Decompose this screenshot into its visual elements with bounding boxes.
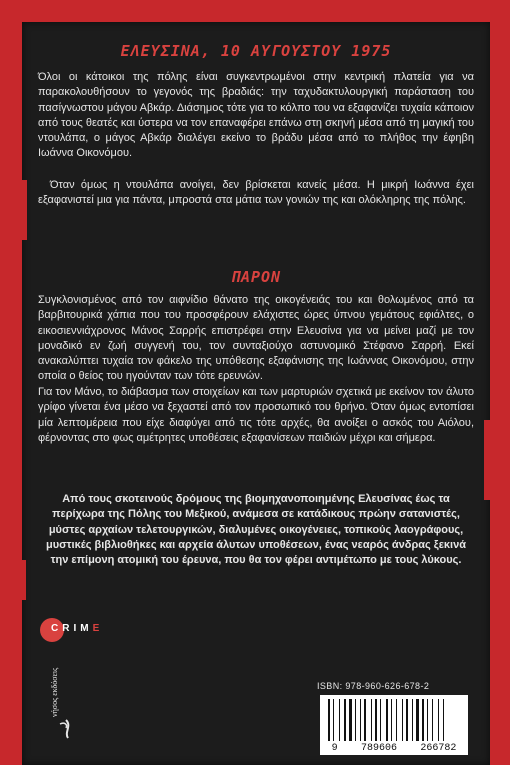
edge-scratch <box>484 420 490 500</box>
tagline: Από τους σκοτεινούς δρόμους της βιομηχανοποιημένης Ελευσίνας έως τα περίχωρα της Πόλης του Μεξικού, ανάμεσα σε κατάδικους πρώην σατανιστές, μύστες αρχαίων τελετουργικών, διαλυμένες οικογένειες, τοπικούς λαογράφους, μυστικές βιβλιοθήκες και αρχεία άλυτων υποθέσεων, ένας νεαρός άνδρας ξεκινά την επίμονη ατομική του έρευνα, που θα τον φέρει αντιμέτωπο με τους λύκους. <box>45 493 466 567</box>
section1-paragraph-1: Όλοι οι κάτοικοι της πόλης είναι συγκεντρωμένοι στην κεντρική πλατεία για να παρακολουθήσουν το γεγονός της βραδιάς: την ταχυδακτυλουργική παράσταση του πασίγνωστου μάγου Αβκάρ. Διάσημος τότε για το κόλπο του να εξαφανίζει τυχαία κάποιον από τους θεατές και ύστερα να τον επαναφέρει επάνω στη σκηνή μέσα από τη μαγική του ντουλάπα, ο μάγος Αβκάρ διαλέγει εκείνο το βράδυ μέσα από το πλήθος την έφηβη Ιωάννα Οικονόμου. <box>38 71 474 160</box>
edge-scratch <box>22 180 27 240</box>
section-heading-elefsina: ΕΛΕΥΣΙΝΑ, 10 ΑΥΓΟΥΣΤΟΥ 1975 <box>120 42 392 60</box>
section2-paragraph-2: Για τον Μάνο, το διάβασμα των στοιχείων και των μαρτυριών σχετικά με εκείνον τον άλυτο γρίφο γίνεται ένα μέσο να ξεχαστεί από τον προσωπικό του θρήνο. Όταν όμως εντοπίσει μία λεπτομέρεια που είχε διαφύγει από τις τότε αρχές, θα ανοίξει ο ασκός του Αιόλου, φέρνοντας στο φως αμέτρητες υποθέσεις εξαφανίσεων παιδιών μέχρι και σήμερα. <box>38 386 474 444</box>
section1-paragraph-2: Όταν όμως η ντουλάπα ανοίγει, δεν βρίσκεται κανείς μέσα. Η μικρή Ιωάννα έχει εξαφανιστεί μια για πάντα, μπροστά στα μάτια των γονιών της και ολόκληρης της πόλης. <box>38 179 474 207</box>
section-heading-present: ΠΑΡΟΝ <box>230 268 282 286</box>
edge-scratch <box>22 560 26 600</box>
barcode-digits: 9 789606 266782 <box>320 742 468 754</box>
section2-paragraph-1: Συγκλονισμένος από τον αιφνίδιο θάνατο της οικογένειάς του και θολωμένος από τα βαρβιτουρικά χάπια που του προσφέρουν ελάχιστες ώρες ύπνου γεμάτους εφιάλτες, ο εικοσιεννιάχρονος Μάνος Σαρρής επιστρέφει στην Ελευσίνα για να μείνει μαζί με τον μοναδικό εν ζωή συγγενή του, τον συνταξιούχο αστυνομικό Στέφανο Σαρρή. Εκεί ανακαλύπτει τυχαία τον φάκελο της υπόθεσης εξαφάνισης της Ιωάννας Οικονόμου, στην οποία ο θείος του ηγούνταν των τότε ερευνών. <box>38 294 474 383</box>
isbn-label: ISBN: 978-960-626-678-2 <box>317 681 430 691</box>
crime-series-logo <box>40 618 130 642</box>
publisher-name: νήσος εκδόσεις <box>50 667 59 717</box>
crime-logo-text: CRIME <box>51 623 104 634</box>
